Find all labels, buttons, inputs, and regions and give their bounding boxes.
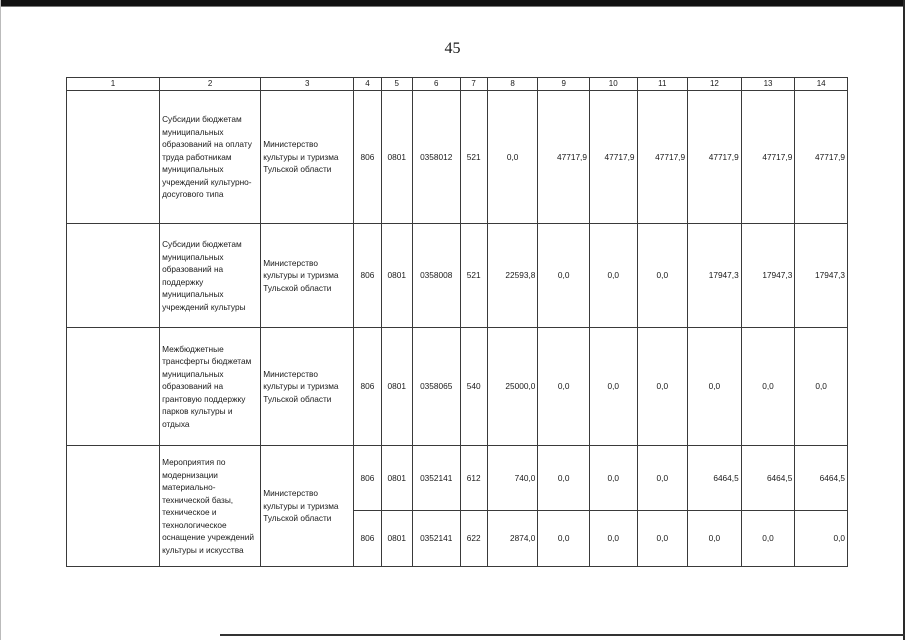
cell-col4: 806 [354,511,381,567]
table-header-row [67,78,848,91]
cell-col12: 17947,3 [688,224,742,328]
page-number: 45 [444,40,461,57]
header-cell: 3 [261,78,354,91]
cell-col7: 622 [460,511,487,567]
row-organization: Министерство культуры и туризма Тульской области [261,224,354,328]
cell-col8: 2874,0 [487,511,538,567]
cell-col9: 0,0 [538,224,590,328]
header-cell: 2 [160,78,261,91]
cell-col4: 806 [354,224,381,328]
cell-col9: 0,0 [538,446,590,511]
cell-col5: 0801 [381,91,412,224]
cell-col7: 540 [460,328,487,446]
cell-col6: 0358008 [412,224,460,328]
row-description: Субсидии бюджетам муниципальных образований на поддержку муниципальных учреждений культуры [160,224,261,328]
cell-col7: 521 [460,91,487,224]
header-cell: 11 [637,78,688,91]
cell-col12: 6464,5 [688,446,742,511]
row-description: Субсидии бюджетам муниципальных образований на оплату труда работникам муниципальных учреждений культурно-досугового типа [160,91,261,224]
table-row [67,91,848,224]
scan-border-top-line [0,6,905,7]
cell-col5: 0801 [381,328,412,446]
cell-col8: 22593,8 [487,224,538,328]
scan-border-bottom [220,634,905,636]
header-cell: 14 [795,78,848,91]
cell-col14: 6464,5 [795,446,848,511]
cell-col6: 0358012 [412,91,460,224]
cell-col11: 0,0 [637,224,688,328]
empty-cell [67,224,160,328]
cell-col10: 0,0 [589,511,637,567]
cell-col4: 806 [354,328,381,446]
cell-col11: 47717,9 [637,91,688,224]
cell-col12: 47717,9 [688,91,742,224]
cell-col8: 25000,0 [487,328,538,446]
cell-col6: 0358065 [412,328,460,446]
cell-col9: 47717,9 [538,91,590,224]
cell-col8: 740,0 [487,446,538,511]
cell-col5: 0801 [381,224,412,328]
cell-col10: 47717,9 [589,91,637,224]
cell-col11: 0,0 [637,511,688,567]
cell-col10: 0,0 [589,328,637,446]
budget-table [66,77,848,567]
cell-col8: 0,0 [487,91,538,224]
row-organization: Министерство культуры и туризма Тульской области [261,446,354,567]
row-description: Мероприятия по модернизации материально-технической базы, техническое и технологическое оснащение учреждений культуры и искусства [160,446,261,567]
cell-col7: 612 [460,446,487,511]
cell-col5: 0801 [381,511,412,567]
header-cell: 1 [67,78,160,91]
cell-col11: 0,0 [637,446,688,511]
cell-col6: 0352141 [412,446,460,511]
cell-col13: 0,0 [741,328,795,446]
header-cell: 7 [460,78,487,91]
cell-col13: 6464,5 [741,446,795,511]
cell-col9: 0,0 [538,511,590,567]
header-cell: 13 [741,78,795,91]
scan-border-left [0,0,1,640]
header-cell: 4 [354,78,381,91]
cell-col13: 47717,9 [741,91,795,224]
cell-col13: 0,0 [741,511,795,567]
cell-col14: 0,0 [795,511,848,567]
cell-col13: 17947,3 [741,224,795,328]
cell-col4: 806 [354,91,381,224]
table-row [67,224,848,328]
empty-cell [67,91,160,224]
cell-col4: 806 [354,446,381,511]
cell-col9: 0,0 [538,328,590,446]
header-cell: 8 [487,78,538,91]
cell-col14: 47717,9 [795,91,848,224]
cell-col7: 521 [460,224,487,328]
table-row [67,446,848,511]
cell-col12: 0,0 [688,511,742,567]
empty-cell [67,328,160,446]
empty-cell [67,446,160,567]
header-cell: 10 [589,78,637,91]
header-cell: 5 [381,78,412,91]
cell-col6: 0352141 [412,511,460,567]
cell-col10: 0,0 [589,224,637,328]
cell-col5: 0801 [381,446,412,511]
row-organization: Министерство культуры и туризма Тульской области [261,91,354,224]
table-row [67,328,848,446]
row-description: Межбюджетные трансферты бюджетам муниципальных образований на грантовую поддержку парков культуры и отдыха [160,328,261,446]
cell-col11: 0,0 [637,328,688,446]
header-cell: 6 [412,78,460,91]
cell-col10: 0,0 [589,446,637,511]
cell-col12: 0,0 [688,328,742,446]
row-organization: Министерство культуры и туризма Тульской области [261,328,354,446]
header-cell: 9 [538,78,590,91]
cell-col14: 17947,3 [795,224,848,328]
header-cell: 12 [688,78,742,91]
cell-col14: 0,0 [795,328,848,446]
